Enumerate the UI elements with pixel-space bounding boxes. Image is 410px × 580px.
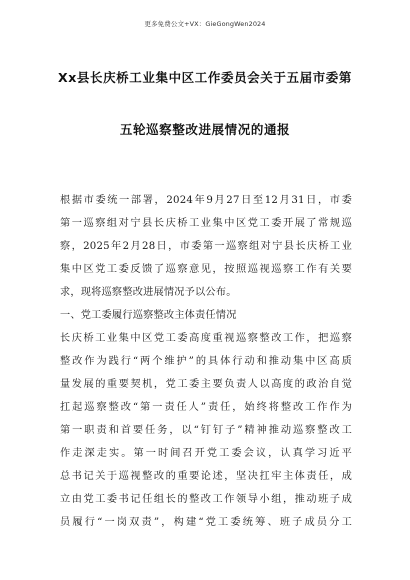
paragraph-line: 作走深走实。第一时间召开党工委会议，认真学习近平 bbox=[60, 448, 352, 459]
paragraph-line: 根据市委统一部署，2024年9月27日至12月31日，市委 bbox=[60, 195, 352, 206]
paragraph-line: 员履行“一岗双责”，构建“党工委统筹、班子成员分工 bbox=[60, 517, 352, 528]
paragraph-line: 量发展的重要契机，党工委主要负责人以高度的政治自觉 bbox=[60, 379, 352, 390]
paragraph-line: 扛起巡察整改“第一责任人”责任，始终将整改工作作为 bbox=[60, 402, 352, 413]
paragraph-line: 求，现将巡察整改进展情况予以公布。 bbox=[60, 287, 237, 298]
section-heading: 一、党工委履行巡察整改主体责任情况 bbox=[60, 310, 237, 321]
paragraph-line: 总书记关于巡视整改的重要论述，坚决扛牢主体责任，成 bbox=[60, 471, 352, 482]
paragraph-line: 察，2025年2月28日，市委第一巡察组对宁县长庆桥工业 bbox=[60, 241, 352, 252]
paragraph-line: 长庆桥工业集中区党工委高度重视巡察整改工作，把巡察 bbox=[60, 333, 352, 344]
document-title-line-2: 五轮巡察整改进展情况的通报 bbox=[119, 122, 291, 137]
paragraph-line: 第一巡察组对宁县长庆桥工业集中区党工委开展了常规巡 bbox=[60, 218, 352, 229]
paragraph-line: 集中区党工委反馈了巡察意见，按照巡视巡察工作有关要 bbox=[60, 264, 352, 275]
paragraph-line: 第一职责和首要任务，以“钉钉子”精神推动巡察整改工 bbox=[60, 425, 352, 436]
document-title-line-1: Xx县长庆桥工业集中区工作委员会关于五届市委第 bbox=[57, 70, 352, 85]
paragraph-line: 整改作为践行“两个维护”的具体行动和推动集中区高质 bbox=[60, 356, 352, 367]
paragraph-line: 立由党工委书记任组长的整改工作领导小组，推动班子成 bbox=[60, 494, 352, 505]
header-note: 更多免费公文+VX：GieGongWen2024 bbox=[144, 20, 266, 28]
